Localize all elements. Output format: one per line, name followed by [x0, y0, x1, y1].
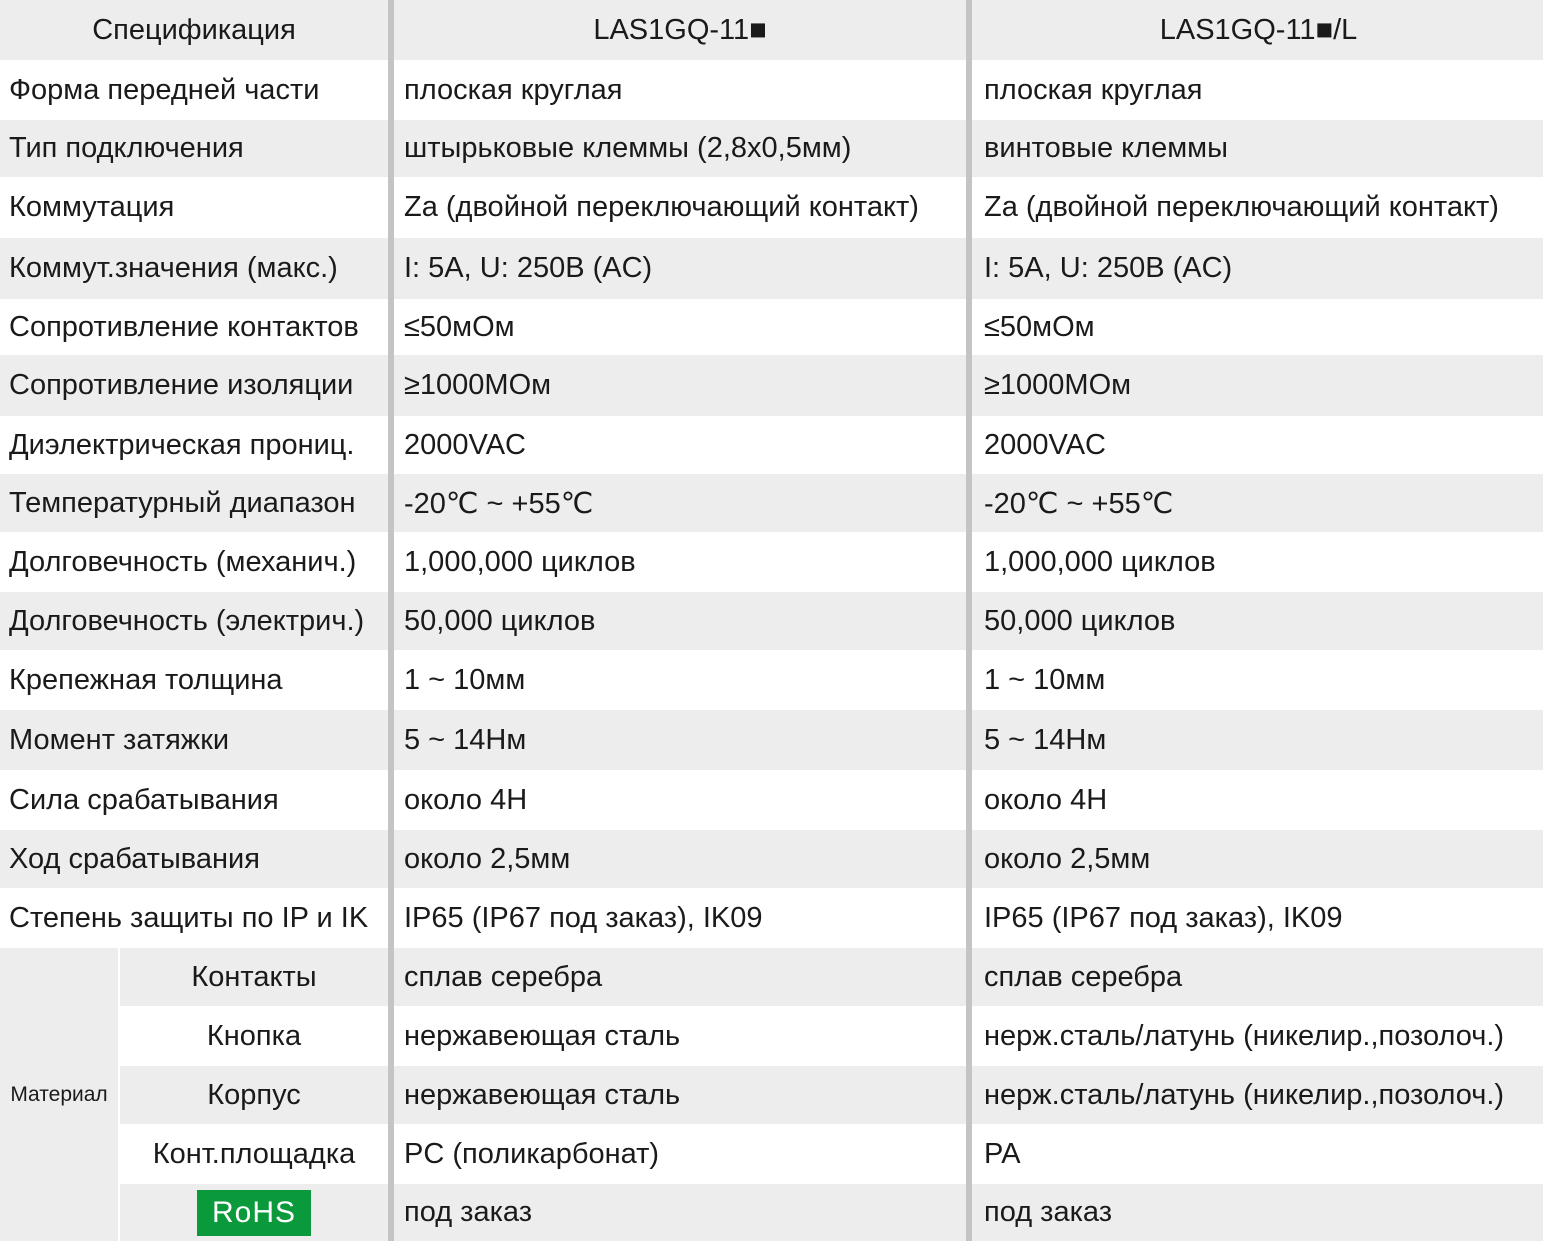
- spec-value-b: 5 ~ 14Нм: [984, 723, 1107, 756]
- material-value-b: нерж.сталь/латунь (никелир.,позолоч.): [984, 1019, 1505, 1052]
- spec-value-a: IP65 (IP67 под заказ), IK09: [404, 901, 763, 934]
- spec-value-b: ≤50мОм: [984, 310, 1095, 343]
- spec-value-a: ≥1000МОм: [404, 369, 552, 401]
- spec-label: Сопротивление изоляции: [9, 369, 354, 401]
- material-group-label: Материал: [0, 948, 118, 1241]
- spec-row: [0, 650, 1543, 710]
- spec-label: Сила срабатывания: [9, 783, 279, 816]
- spec-value-a: плоская круглая: [404, 73, 623, 106]
- spec-value-a: около 2,5мм: [404, 842, 571, 875]
- spec-value-a: штырьковые клеммы (2,8x0,5мм): [404, 132, 852, 164]
- material-sub-label: Корпус: [207, 1078, 301, 1111]
- material-sub-label: Контакты: [191, 960, 317, 993]
- spec-value-a: Za (двойной переключающий контакт): [404, 191, 919, 223]
- spec-value-a: около 4Н: [404, 783, 528, 816]
- spec-value-a: 1,000,000 циклов: [404, 545, 636, 578]
- spec-label: Тип подключения: [9, 132, 244, 164]
- spec-label: Коммутация: [9, 191, 175, 223]
- material-row: [0, 1124, 1543, 1184]
- spec-label: Момент затяжки: [9, 723, 230, 756]
- material-value-b: под заказ: [984, 1196, 1113, 1228]
- spec-value-b: -20℃ ~ +55℃: [984, 487, 1174, 520]
- spec-label: Ход срабатывания: [9, 842, 260, 875]
- material-value-a: нержавеющая сталь: [404, 1078, 681, 1111]
- spec-row: [0, 532, 1543, 592]
- spec-row: [0, 888, 1543, 948]
- material-sub-label: Конт.площадка: [152, 1137, 356, 1170]
- header-row: [0, 0, 1543, 60]
- spec-label: Долговечность (электрич.): [9, 604, 365, 637]
- spec-label: Степень защиты по IP и IK: [9, 901, 369, 934]
- material-value-a: под заказ: [404, 1196, 533, 1228]
- material-sub-label: Кнопка: [206, 1019, 302, 1052]
- spec-value-a: -20℃ ~ +55℃: [404, 487, 594, 520]
- rohs-badge: RoHS: [197, 1190, 311, 1236]
- column-divider: [388, 0, 394, 1241]
- spec-value-b: 1 ~ 10мм: [984, 663, 1106, 696]
- material-value-b: PA: [984, 1137, 1021, 1170]
- material-value-b: нерж.сталь/латунь (никелир.,позолоч.): [984, 1078, 1505, 1111]
- spec-label: Долговечность (механич.): [9, 545, 357, 578]
- spec-label: Форма передней части: [9, 73, 320, 106]
- spec-row: [0, 416, 1543, 474]
- column-divider: [966, 0, 972, 1241]
- spec-label: Коммут.значения (макс.): [9, 252, 338, 284]
- header-model-a: LAS1GQ-11■: [593, 13, 767, 46]
- spec-row: [0, 299, 1543, 355]
- spec-row: [0, 710, 1543, 770]
- material-value-a: PC (поликарбонат): [404, 1137, 660, 1170]
- material-value-a: сплав серебра: [404, 960, 603, 993]
- material-row: [0, 948, 1543, 1006]
- spec-row: [0, 238, 1543, 299]
- spec-value-b: около 2,5мм: [984, 842, 1151, 875]
- spec-label: Крепежная толщина: [9, 663, 283, 696]
- spec-value-a: 1 ~ 10мм: [404, 663, 526, 696]
- material-row: [0, 1184, 1543, 1241]
- spec-value-a: I: 5A, U: 250B (AC): [404, 252, 653, 284]
- spec-row: [0, 120, 1543, 177]
- material-divider: [118, 948, 120, 1241]
- spec-label: Температурный диапазон: [9, 486, 356, 519]
- spec-value-a: 2000VAC: [404, 428, 526, 461]
- spec-row: [0, 355, 1543, 416]
- spec-value-b: ≥1000МОм: [984, 369, 1132, 401]
- spec-value-b: IP65 (IP67 под заказ), IK09: [984, 901, 1343, 934]
- material-value-a: нержавеющая сталь: [404, 1019, 681, 1052]
- spec-value-b: плоская круглая: [984, 73, 1203, 106]
- material-row: [0, 1066, 1543, 1124]
- spec-value-b: Za (двойной переключающий контакт): [984, 191, 1499, 223]
- spec-value-b: винтовые клеммы: [984, 132, 1228, 164]
- spec-label: Диэлектрическая прониц.: [9, 428, 355, 461]
- spec-value-b: 2000VAC: [984, 428, 1106, 461]
- spec-value-b: 50,000 циклов: [984, 604, 1176, 637]
- spec-value-a: 5 ~ 14Нм: [404, 723, 527, 756]
- header-spec: Спецификация: [92, 13, 296, 46]
- spec-row: [0, 770, 1543, 830]
- spec-value-b: 1,000,000 циклов: [984, 545, 1216, 578]
- spec-row: [0, 830, 1543, 888]
- spec-row: [0, 177, 1543, 238]
- spec-row: [0, 474, 1543, 532]
- material-value-b: сплав серебра: [984, 960, 1183, 993]
- material-row: [0, 1006, 1543, 1066]
- rohs-cell: [120, 1184, 388, 1241]
- spec-value-a: ≤50мОм: [404, 310, 515, 343]
- spec-row: [0, 592, 1543, 650]
- spec-value-a: 50,000 циклов: [404, 604, 596, 637]
- spec-value-b: I: 5A, U: 250B (AC): [984, 252, 1233, 284]
- spec-row: [0, 60, 1543, 120]
- spec-value-b: около 4Н: [984, 783, 1108, 816]
- header-model-b: LAS1GQ-11■/L: [1159, 13, 1358, 46]
- spec-label: Сопротивление контактов: [9, 310, 359, 343]
